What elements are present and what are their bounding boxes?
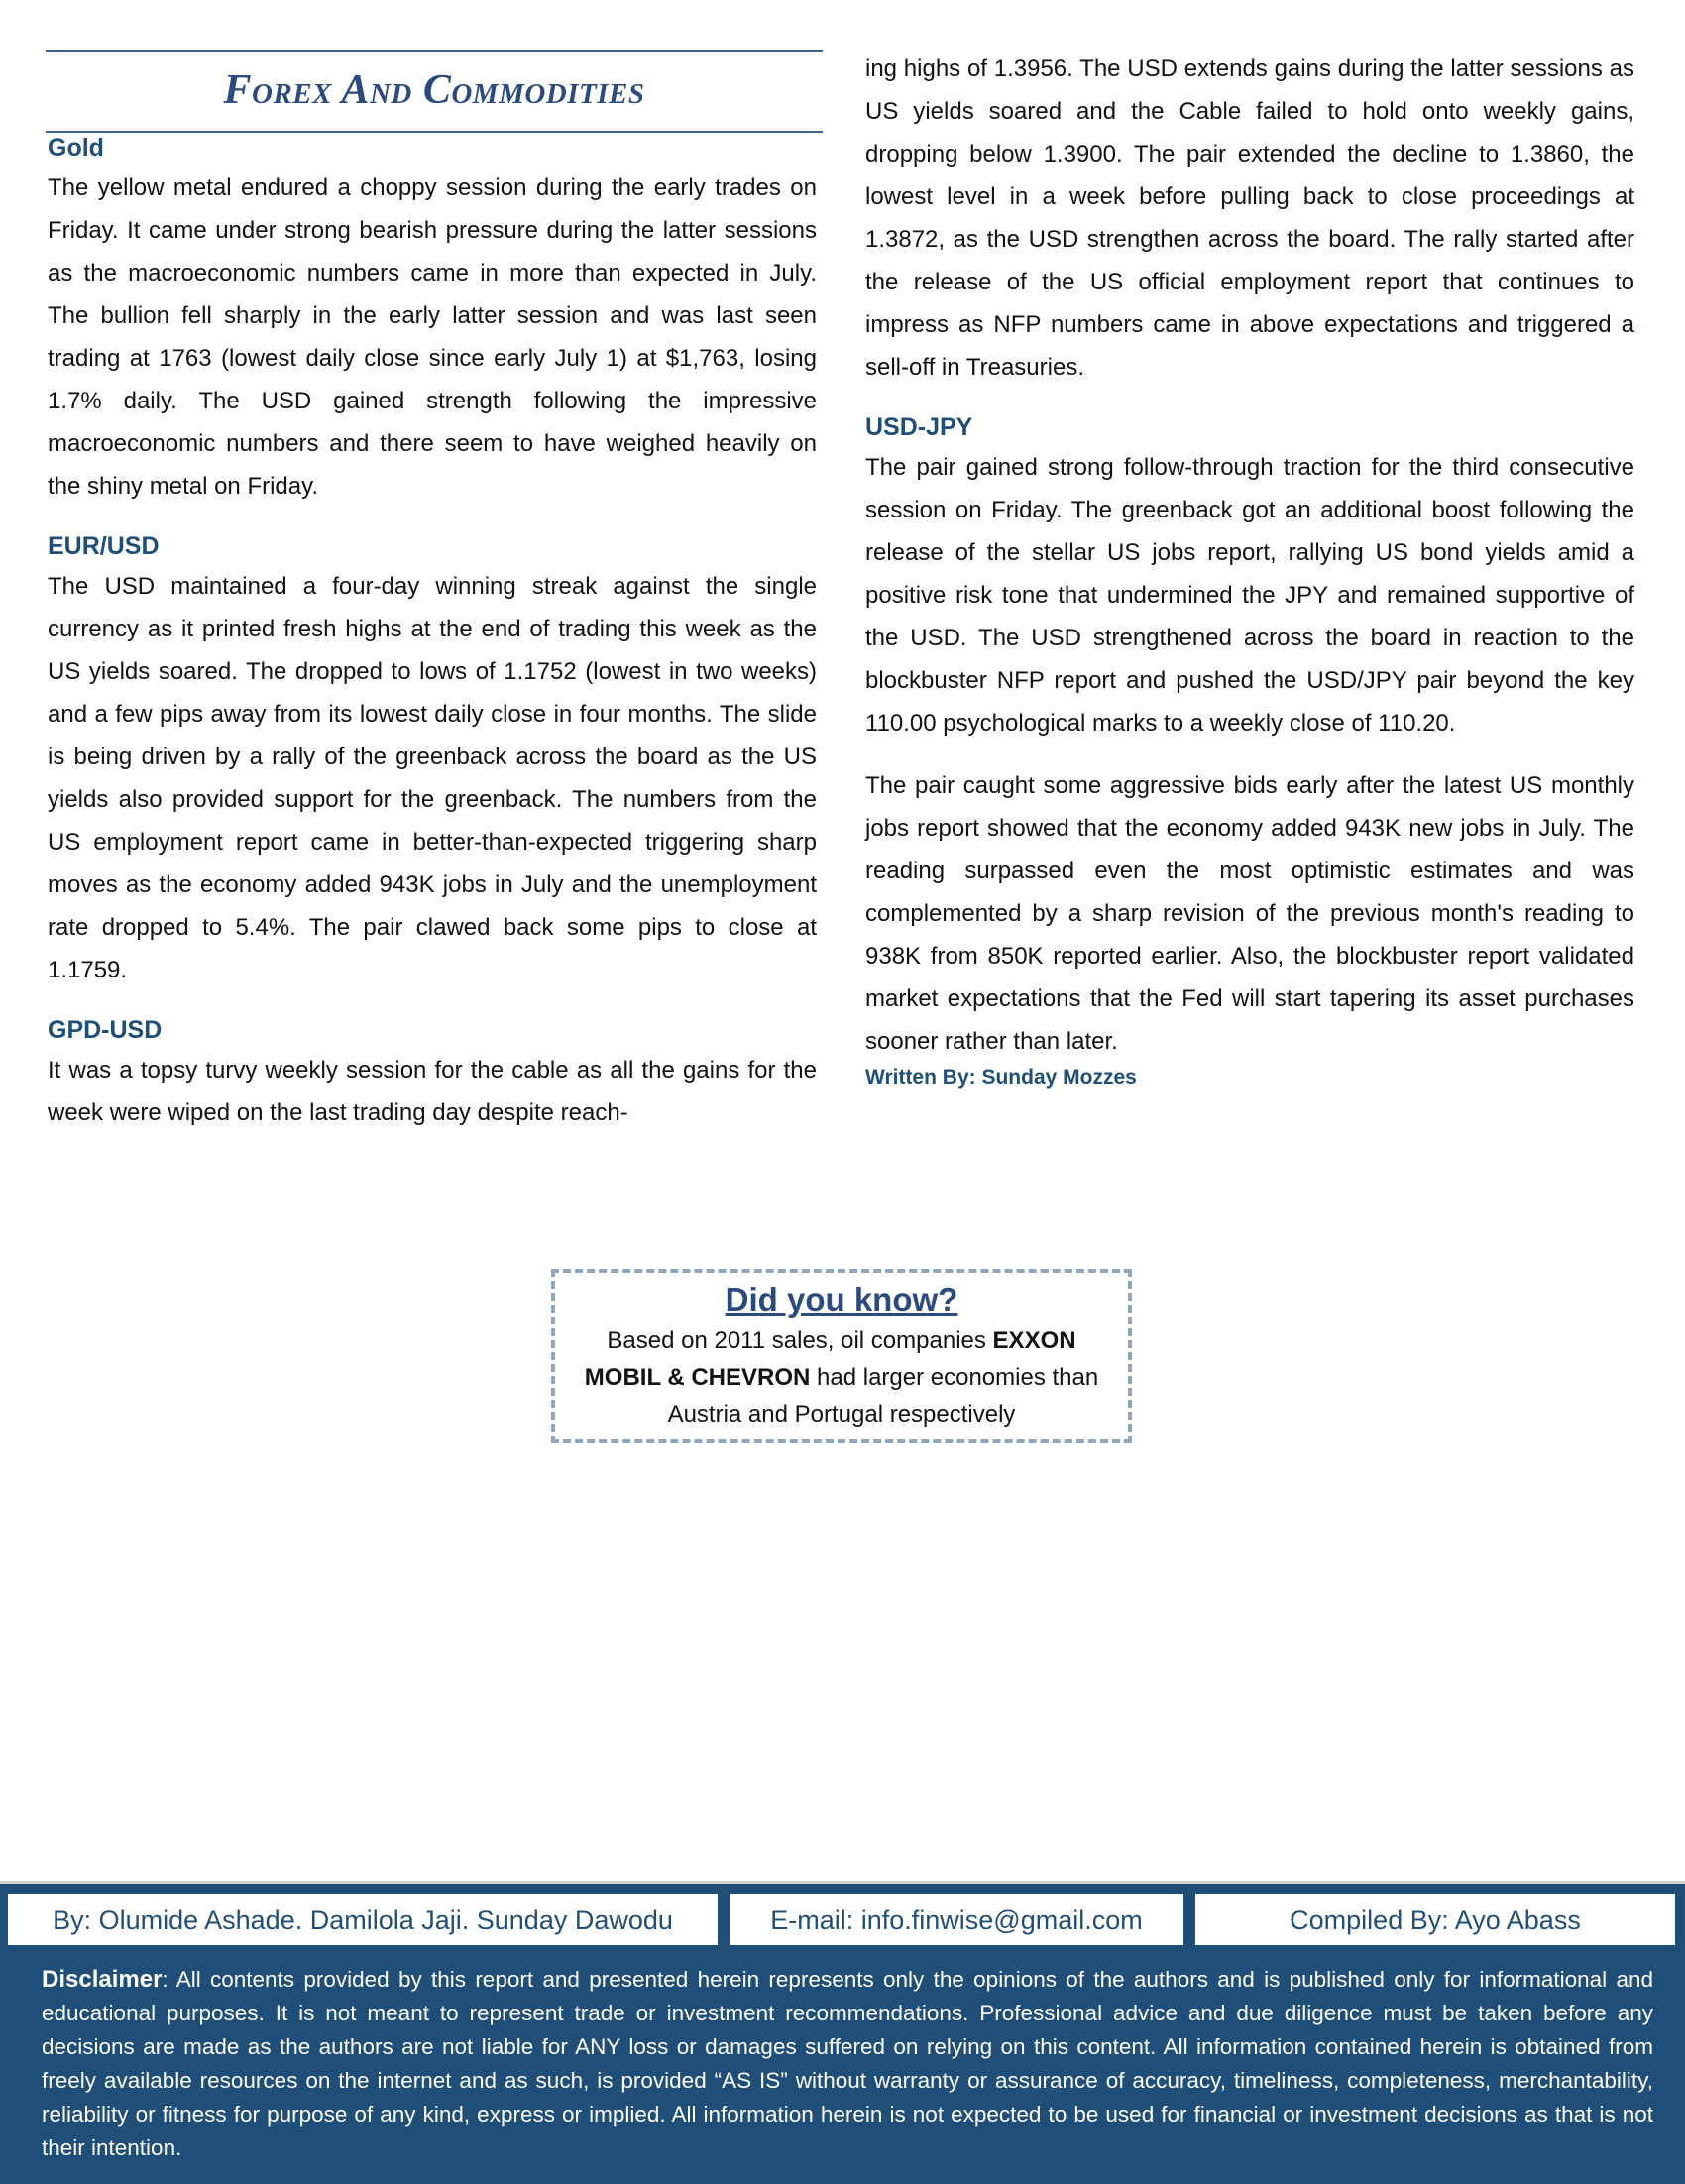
- did-you-know-text: [555, 1322, 1128, 1433]
- usdjpy-heading: USD-JPY: [865, 413, 973, 441]
- gold-body: The yellow metal endured a choppy session during the early trades on Friday. It came under strong bearish pressure during the latter sessions as the macroeconomic numbers came in more than expected in July. The bullion fell sharply in the early latter session and was last seen trading at 1763 (lowest daily close since early July 1) at $1,763, losing 1.7% daily. The USD gained strength following the impressive macroeconomic numbers and there seem to have weighed heavily on the shiny metal on Friday.: [48, 174, 817, 500]
- disclaimer-text: : All contents provided by this report and presented herein represents only the opinions of the authors and is published only for informational and educational purposes. It is not meant to represent trade or investment recommendations. Professional advice and due diligence must be taken before any decisions are made as the authors are not liable for ANY loss or damages suffered on relying on this content. All information contained herein is obtained from freely available resources on the internet and as such, is provided “AS IS” without warranty or assurance of accuracy, timeliness, completeness, merchantability, reliability or fitness for purpose of any kind, express or implied. All information herein is not expected to be used for financial or investment decisions as that is not their intention.: [42, 1967, 1653, 2160]
- usdjpy-body-2: The pair caught some aggressive bids early after the latest US monthly jobs report showed that the economy added 943K new jobs in July. The reading surpassed even the most optimistic estimates and was complemented by a sharp revision of the previous month's reading to 938K from 850K reported earlier. Also, the blockbuster report validated market expectations that the Fed will start tapering its asset purchases sooner rather than later.: [865, 772, 1634, 1055]
- footer: [0, 1881, 1685, 2184]
- gpdusd-body-part2: ing highs of 1.3956. The USD extends gains during the latter sessions as US yields soared and the Cable failed to hold onto weekly gains, dropping below 1.3900. The pair extended the decline to 1.3860, the lowest level in a week before pulling back to close proceedings at 1.3872, as the USD strengthen across the board. The rally started after the release of the US official employment report that continues to impress as NFP numbers came in above expectations and triggered a sell-off in Treasuries.: [865, 56, 1634, 381]
- email-box: E-mail: info.finwise@gmail.com: [730, 1894, 1183, 1945]
- did-you-know-heading: Did you know?: [725, 1281, 958, 1318]
- page-title: Forex And Commodities: [223, 67, 645, 113]
- left-column: [48, 129, 817, 1154]
- fact-bold: EXXON MOBIL & CHEVRON: [584, 1327, 1076, 1391]
- usdjpy-body-1: The pair gained strong follow-through traction for the third consecutive session on Friday. The greenback got an additional boost following the release of the stellar US jobs report, rallying US bond yields amid a positive risk tone that undermined the JPY and remained supportive of the USD. The USD strengthened across the board in reaction to the blockbuster NFP report and pushed the USD/JPY pair beyond the key 110.00 psychological marks to a weekly close of 110.20.: [865, 454, 1634, 737]
- fact-text-a: Based on 2011 sales, oil companies: [607, 1327, 993, 1354]
- byline: Written By: Sunday Mozzes: [865, 1066, 1137, 1089]
- authors-box: By: Olumide Ashade. Damilola Jaji. Sunday Dawodu: [8, 1894, 718, 1945]
- did-you-know-box: [551, 1269, 1132, 1443]
- gpdusd-body-part1: It was a topsy turvy weekly session for the cable as all the gains for the week were wiped on the last trading day despite reach-: [48, 1057, 817, 1126]
- disclaimer: [42, 1963, 1653, 2165]
- compiled-by-box: Compiled By: Ayo Abass: [1195, 1894, 1675, 1945]
- gpdusd-heading: GPD-USD: [48, 1016, 163, 1044]
- fact-text-b: had larger economies than Austria and Portugal respectively: [667, 1364, 1099, 1428]
- eurusd-heading: EUR/USD: [48, 532, 160, 560]
- disclaimer-label: Disclaimer: [42, 1966, 163, 1993]
- right-column: [865, 48, 1634, 1092]
- gold-heading: Gold: [48, 134, 104, 162]
- eurusd-body: The USD maintained a four-day winning streak against the single currency as it printed fresh highs at the end of trading this week as the US yields soared. The dropped to lows of 1.1752 (lowest in two weeks) and a few pips away from its lowest daily close in four months. The slide is being driven by a rally of the greenback across the board as the US yields also provided support for the greenback. The numbers from the US employment report came in better-than-expected triggering sharp moves as the economy added 943K jobs in July and the unemployment rate dropped to 5.4%. The pair clawed back some pips to close at 1.1759.: [48, 573, 817, 983]
- section-title-bar: [46, 50, 823, 133]
